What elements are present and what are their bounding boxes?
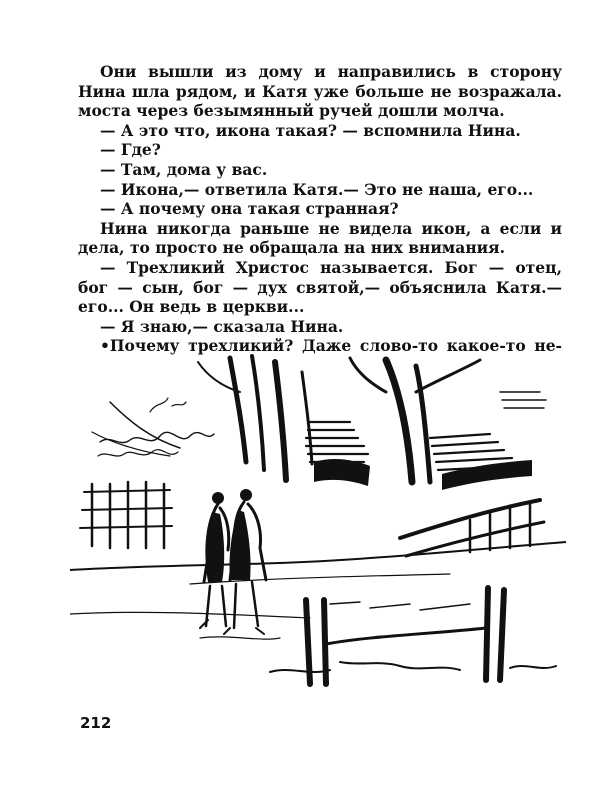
text-line: Нина шла рядом, и Катя уже больше не возражала.	[78, 81, 562, 101]
ink-illustration	[70, 352, 566, 694]
text-line: Они вышли из дому и направились в сторону	[100, 62, 562, 81]
text-line: — Икона,— ответила Катя.— Это не наша, его...	[100, 179, 534, 199]
text-line: — А почему она такая странная?	[100, 199, 399, 219]
page-number: 212	[80, 714, 112, 732]
text-line: •Почему трехликий? Даже слово-то какое-то не-	[100, 336, 562, 356]
text-line: — Я знаю,— сказала Нина.	[100, 316, 344, 336]
text-line: Нина никогда раньше не видела икон, а если и	[100, 218, 562, 238]
text-line: бог — сын, бог — дух святой,— объяснила Катя.—	[78, 277, 562, 297]
text-line: — Трехликий Христос называется. Бог — отец,	[100, 257, 562, 277]
text-line: его... Он ведь в церкви...	[78, 297, 305, 317]
text-line: — А это что, икона такая? — вспомнила Нина.	[100, 120, 521, 140]
text-line: — Где?	[100, 140, 161, 160]
body-text	[78, 62, 562, 356]
text-line: дела, то просто не обращала на них внимания.	[78, 238, 506, 258]
text-line: — Там, дома у вас.	[100, 159, 268, 179]
text-line: моста через безымянный ручей дошли молча.	[78, 101, 505, 121]
